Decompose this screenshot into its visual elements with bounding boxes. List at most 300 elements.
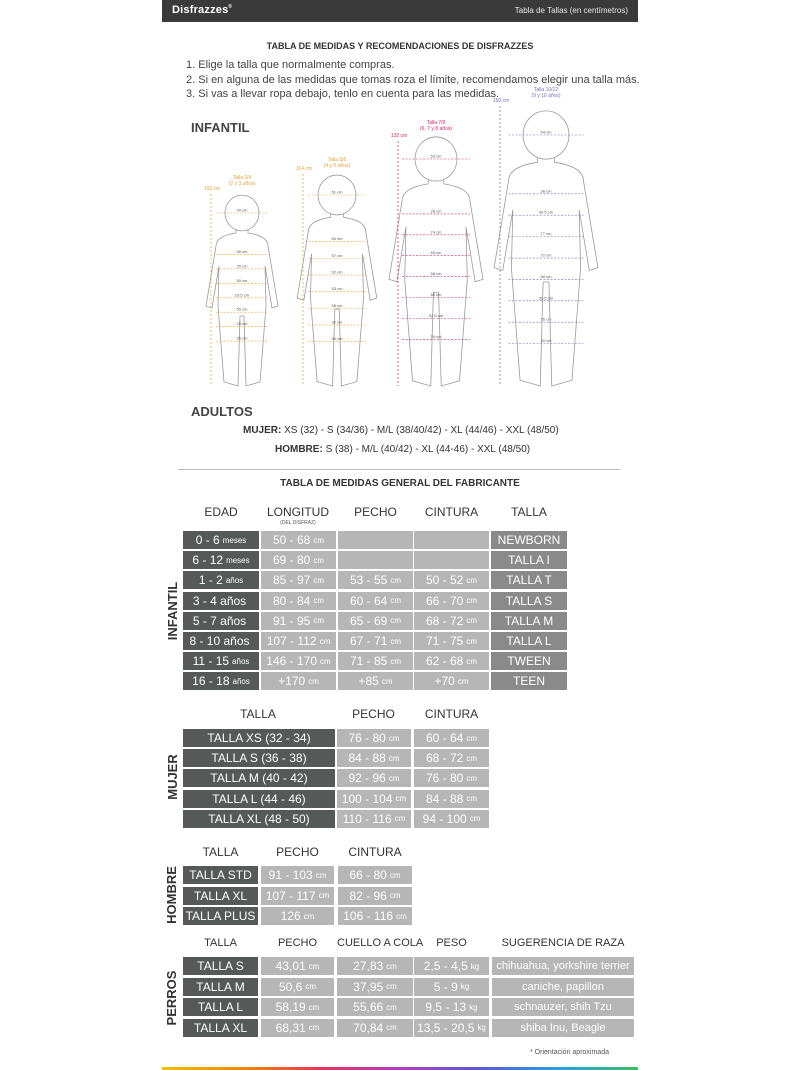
infantil-cell-longitud-value: 85 - 97 xyxy=(272,573,311,588)
perros-cell-peso-value: 2,5 - 4,5 xyxy=(423,959,468,973)
infantil-cell-longitud-value: 80 - 84 xyxy=(272,593,311,608)
hombre-cell-cintura xyxy=(338,907,412,925)
perros-cell-raza xyxy=(492,957,634,975)
infantil-cell-cintura xyxy=(414,632,489,650)
perros-cell-peso xyxy=(414,1019,489,1037)
perros-cell-peso-unit: kg xyxy=(477,1023,486,1032)
child-figure xyxy=(297,174,377,386)
infantil-vertical-label: INFANTIL xyxy=(165,581,180,641)
infantil-cell-longitud xyxy=(261,652,336,670)
perros-cell-raza-value: shiba Inu, Beagle xyxy=(520,1021,606,1034)
figure-talla: Talla 2/4 xyxy=(232,175,252,181)
perros-cell-pecho-value: 50,6 xyxy=(278,979,303,994)
infantil-cell-edad-unit: años xyxy=(232,656,250,666)
perros-cell-pecho xyxy=(261,998,334,1016)
perros-cell-talla-value: TALLA M xyxy=(196,979,245,994)
perros-cell-raza xyxy=(492,1019,634,1037)
infantil-cell-pecho-unit: cm xyxy=(390,575,402,585)
hombre-cell-talla-value: TALLA STD xyxy=(189,868,252,882)
infantil-cell-talla xyxy=(491,571,567,589)
perros-cell-talla-value: TALLA S xyxy=(197,959,244,973)
footnote: * Orientación aproximada xyxy=(530,1049,609,1056)
hombre-cell-pecho-value: 91 - 103 xyxy=(268,868,313,882)
infantil-cell-edad-unit: meses xyxy=(226,555,250,565)
perros-cell-peso xyxy=(414,978,489,996)
header-longitud-sub: (DEL DISFRAZ) xyxy=(280,520,316,526)
hombre-header-pecho: PECHO xyxy=(276,845,319,859)
infantil-cell-edad-value: 8 - 10 años xyxy=(189,634,250,648)
perros-cell-pecho-unit: cm xyxy=(308,1002,320,1012)
perros-cell-cuello-value: 27,83 xyxy=(353,959,384,973)
hombre-cell-talla xyxy=(183,887,258,905)
hombre-cell-cintura-value: 82 - 96 xyxy=(349,888,387,903)
infantil-cell-edad xyxy=(183,652,259,670)
perros-vertical-label: PERROS xyxy=(164,970,179,1026)
infantil-cell-edad-value: 6 - 12 xyxy=(192,553,224,568)
mujer-cell-talla-value: TALLA XS (32 - 34) xyxy=(207,731,311,745)
infantil-cell-edad xyxy=(183,612,259,630)
hombre-cell-pecho xyxy=(261,887,334,905)
perros-cell-raza xyxy=(492,978,634,996)
perros-cell-raza-value: chihuahua, yorkshire terrier xyxy=(496,960,630,972)
infantil-cell-longitud-unit: cm xyxy=(313,596,325,606)
measure-label: 77 cm xyxy=(540,231,552,237)
mujer-vertical-label: MUJER xyxy=(165,754,180,800)
infantil-cell-pecho-unit: cm xyxy=(390,596,402,606)
hombre-cell-pecho-value: 107 - 117 xyxy=(265,888,316,903)
infantil-cell-cintura xyxy=(414,672,489,690)
infantil-cell-longitud-value: 50 - 68 xyxy=(272,533,311,547)
infantil-cell-longitud-unit: cm xyxy=(313,555,325,565)
infantil-cell-talla xyxy=(491,531,567,549)
measure-label: 30 cm xyxy=(540,338,552,344)
infantil-cell-pecho-value: +85 xyxy=(358,674,379,689)
hombre-cell-talla-value: TALLA PLUS xyxy=(185,909,256,923)
infantil-cell-longitud-value: 146 - 170 xyxy=(266,654,318,669)
infantil-cell-cintura-unit: cm xyxy=(466,616,478,626)
infantil-cell-cintura-value: 68 - 72 xyxy=(425,613,464,628)
mujer-cell-pecho-unit: cm xyxy=(388,773,400,783)
figure-height: 114 cm xyxy=(295,166,313,172)
mujer-cell-cintura-value: 76 - 80 xyxy=(425,771,464,786)
hombre-cell-cintura-unit: cm xyxy=(389,891,401,900)
perros-cell-raza-value: schnauzer, shih Tzu xyxy=(514,1001,612,1013)
perros-cell-cuello-unit: cm xyxy=(386,982,397,991)
infantil-cell-longitud-value: 107 - 112 xyxy=(266,634,317,648)
hombre-cell-talla-value: TALLA XL xyxy=(193,888,248,903)
mujer-cell-pecho-value: 92 - 96 xyxy=(348,771,386,786)
infantil-cell-pecho-value: 60 - 64 xyxy=(349,593,388,608)
figure-edad: (6, 7 y 8 años) xyxy=(420,126,452,132)
infantil-cell-edad xyxy=(183,672,259,690)
perros-cell-cuello-value: 55,66 xyxy=(353,1000,384,1014)
figure-size-title xyxy=(217,175,267,187)
mujer-cell-cintura xyxy=(414,790,489,808)
general-table-title: TABLA DE MEDIDAS GENERAL DEL FABRICANTE xyxy=(280,478,520,489)
measure-label: 49 cm xyxy=(236,207,248,213)
perros-cell-pecho-value: 68,31 xyxy=(275,1020,306,1035)
page-title: TABLA DE MEDIDAS Y RECOMENDACIONES DE DISFRAZZES xyxy=(266,41,534,51)
perros-cell-cuello-value: 37,95 xyxy=(353,979,384,994)
perros-cell-cuello-unit: cm xyxy=(386,1002,397,1012)
infantil-cell-pecho-unit: cm xyxy=(390,656,402,666)
infantil-cell-talla xyxy=(491,652,567,670)
mujer-cell-cintura xyxy=(414,810,489,828)
infantil-cell-cintura xyxy=(414,571,489,589)
infantil-cell-longitud-unit: cm xyxy=(313,535,325,545)
infantil-cell-talla xyxy=(491,551,567,569)
hombre-cell-pecho-unit: cm xyxy=(315,870,327,880)
hombre-header-cintura: CINTURA xyxy=(348,845,402,859)
measure-label: 30.5 cm xyxy=(538,209,554,215)
infantil-cell-cintura-unit: cm xyxy=(466,596,478,606)
figure-edad: (4 y 5 años) xyxy=(323,163,351,169)
mujer-cell-cintura-value: 60 - 64 xyxy=(425,731,464,745)
mujer-cell-pecho-unit: cm xyxy=(388,753,400,763)
hombre-cell-pecho-value: 126 xyxy=(280,909,301,923)
infantil-cell-edad-value: 3 - 4 años xyxy=(192,593,247,608)
infantil-cell-pecho-unit: cm xyxy=(381,676,393,686)
measure-label: 34.5 cm xyxy=(428,312,444,318)
header-pecho: PECHO xyxy=(354,505,397,519)
infantil-cell-longitud xyxy=(261,632,336,650)
instruction-1: 1. Elige la talla que normalmente compras. xyxy=(186,59,395,71)
hombre-cell-cintura xyxy=(338,887,412,905)
infantil-cell-longitud xyxy=(261,551,336,569)
mujer-cell-pecho-value: 76 - 80 xyxy=(348,731,386,745)
perros-header-cuello: CUELLO A COLA xyxy=(337,937,424,949)
perros-cell-peso xyxy=(414,957,489,975)
figure-talla: Talla 7/9 xyxy=(426,120,446,126)
measure-label: 51 cm xyxy=(331,189,343,195)
infantil-cell-edad xyxy=(183,592,259,610)
mujer-cell-talla-value: TALLA S (36 - 38) xyxy=(211,751,307,766)
infantil-cell-cintura-value: 62 - 68 xyxy=(425,654,464,669)
infantil-cell-longitud xyxy=(261,592,336,610)
infantil-cell-edad-unit: años xyxy=(232,676,250,686)
perros-cell-peso-value: 13,5 - 20,5 xyxy=(417,1020,475,1035)
adultos-label: ADULTOS xyxy=(191,404,253,419)
measure-label: 30 cm xyxy=(331,336,343,342)
infantil-cell-talla xyxy=(491,632,567,650)
perros-cell-raza-value: caniche, papillon xyxy=(522,980,604,993)
figure-size-title xyxy=(312,157,362,169)
infantil-cell-longitud xyxy=(261,571,336,589)
perros-cell-talla xyxy=(183,998,258,1016)
figure-height: 102 cm xyxy=(203,186,221,192)
measure-label: 53 cm xyxy=(430,153,442,159)
infantil-cell-pecho xyxy=(338,652,413,670)
infantil-cell-edad xyxy=(183,632,259,650)
hombre-cell-cintura-value: 66 - 80 xyxy=(349,868,387,882)
measure-label: 26 cm xyxy=(236,335,248,341)
infantil-cell-talla-value: NEWBORN xyxy=(497,533,561,547)
mujer-cell-cintura xyxy=(414,729,489,747)
instruction-3: 3. Si vas a llevar ropa debajo, tenlo en cuenta para las medidas. xyxy=(186,88,500,100)
infantil-cell-edad-value: 0 - 6 xyxy=(195,533,220,547)
hombre-cell-cintura-unit: cm xyxy=(389,870,401,880)
hombre-cell-cintura-value: 106 - 116 xyxy=(343,909,394,923)
measure-label: 29 cm xyxy=(236,263,248,269)
infantil-cell-edad-unit: años xyxy=(225,575,244,585)
measure-label: 58 cm xyxy=(430,271,442,277)
mujer-cell-pecho-unit: cm xyxy=(395,794,407,804)
perros-cell-pecho-unit: cm xyxy=(308,961,320,971)
mujer-header-talla: TALLA xyxy=(240,707,276,721)
mujer-header-pecho: PECHO xyxy=(352,707,395,721)
infantil-cell-talla-value: TALLA S xyxy=(505,593,553,608)
hombre-sizes-row xyxy=(275,444,530,455)
infantil-cell-pecho-unit: cm xyxy=(390,636,402,646)
mujer-cell-pecho-value: 110 - 116 xyxy=(342,811,392,826)
infantil-cell-cintura xyxy=(414,612,489,630)
child-figure xyxy=(206,194,278,386)
perros-cell-pecho xyxy=(261,978,334,996)
measure-label: 55 cm xyxy=(236,248,248,254)
infantil-cell-cintura-value: 71 - 75 xyxy=(425,634,464,648)
header-talla: TALLA xyxy=(511,505,547,519)
measure-label: 58 cm xyxy=(331,302,343,308)
perros-cell-cuello-unit: cm xyxy=(386,1023,397,1032)
perros-header-peso: PESO xyxy=(436,937,467,949)
instruction-2: 2. Si en alguna de las medidas que tomas roza el límite, recomendamos elegir una talla más. xyxy=(186,73,640,86)
mujer-cell-pecho-unit: cm xyxy=(394,814,406,824)
infantil-cell-edad-value: 16 - 18 xyxy=(192,674,230,689)
hombre-cell-talla xyxy=(183,907,258,925)
perros-cell-peso-unit: kg xyxy=(470,961,480,971)
top-note: Tabla de Tallas (en centímetros) xyxy=(514,6,628,15)
perros-cell-pecho-value: 58,19 xyxy=(275,1000,306,1014)
measure-label: 60 cm xyxy=(331,236,343,242)
mujer-cell-cintura-value: 68 - 72 xyxy=(425,751,464,766)
mujer-cell-pecho xyxy=(337,790,411,808)
mujer-cell-talla xyxy=(183,810,335,828)
infantil-cell-pecho xyxy=(338,551,413,569)
measure-label: 68 cm xyxy=(540,273,552,279)
measure-label: 50 cm xyxy=(236,277,248,283)
mujer-cell-pecho xyxy=(337,769,411,787)
perros-header-talla: TALLA xyxy=(204,937,237,949)
mujer-cell-cintura xyxy=(414,749,489,767)
infantil-cell-longitud-unit: cm xyxy=(319,636,331,646)
perros-cell-talla xyxy=(183,978,258,996)
figure-size-title xyxy=(521,87,571,99)
infantil-cell-edad-unit: meses xyxy=(222,535,247,545)
figure-talla: Talla 5/6 xyxy=(327,157,347,163)
mujer-cell-cintura-unit: cm xyxy=(466,733,478,743)
child-figure xyxy=(389,137,483,386)
infantil-cell-pecho xyxy=(338,592,413,610)
figure-edad: (9 y 10 años) xyxy=(531,93,561,99)
measure-label: 28 cm xyxy=(430,208,442,214)
perros-cell-pecho-unit: cm xyxy=(305,982,317,991)
perros-cell-cuello-value: 70,84 xyxy=(353,1020,384,1035)
infantil-cell-pecho xyxy=(338,672,413,690)
child-figures-svg xyxy=(0,0,800,400)
mujer-cell-talla xyxy=(183,790,335,808)
infantil-cell-cintura xyxy=(414,551,489,569)
infantil-cell-edad-value: 11 - 15 xyxy=(192,654,230,669)
infantil-cell-edad-value: 1 - 2 xyxy=(198,573,223,588)
perros-cell-peso-value: 9,5 - 13 xyxy=(425,1000,467,1014)
figure-height: 150 cm xyxy=(492,98,510,104)
hombre-sizes: S (38) - M/L (40/42) - XL (44-46) - XXL (48/50) xyxy=(325,444,531,455)
perros-cell-cuello xyxy=(337,978,413,996)
hombre-vertical-label: HOMBRE xyxy=(164,866,179,924)
figure-size-title xyxy=(411,120,461,132)
measure-label: 53 cm xyxy=(331,286,343,292)
hombre-cell-cintura xyxy=(338,866,412,884)
infantil-cell-edad xyxy=(183,551,259,569)
figure-edad: (2 y 3 años) xyxy=(228,181,256,187)
hombre-cell-talla xyxy=(183,866,258,884)
mujer-cell-talla xyxy=(183,729,335,747)
infantil-cell-pecho-value: 67 - 71 xyxy=(349,634,388,648)
infantil-cell-longitud xyxy=(261,531,336,549)
perros-cell-pecho xyxy=(261,957,334,975)
perros-cell-peso-value: 5 - 9 xyxy=(433,979,458,994)
perros-cell-cuello xyxy=(337,998,413,1016)
perros-cell-cuello xyxy=(337,957,413,975)
infantil-cell-talla-value: TALLA T xyxy=(506,573,552,588)
perros-cell-talla xyxy=(183,1019,258,1037)
infantil-cell-pecho xyxy=(338,612,413,630)
infantil-cell-longitud xyxy=(261,672,336,690)
mujer-cell-pecho xyxy=(337,810,411,828)
infantil-cell-pecho-value: 53 - 55 xyxy=(349,573,388,588)
perros-cell-talla xyxy=(183,957,258,975)
measure-label: 76 cm xyxy=(540,316,552,322)
mujer-cell-cintura-value: 94 - 100 xyxy=(422,811,467,826)
mujer-cell-cintura-unit: cm xyxy=(469,814,481,824)
mujer-sizes-row xyxy=(243,425,559,436)
hombre-header-talla: TALLA xyxy=(202,845,239,859)
mujer-cell-cintura-unit: cm xyxy=(466,773,478,783)
hombre-cell-cintura-unit: cm xyxy=(396,911,407,921)
measure-label: 74 cm xyxy=(430,229,442,235)
measure-label: 28 cm xyxy=(236,321,248,327)
infantil-cell-pecho-value: 71 - 85 xyxy=(349,654,388,669)
perros-cell-pecho xyxy=(261,1019,334,1037)
mujer-cell-pecho xyxy=(337,749,411,767)
infantil-cell-edad xyxy=(183,571,259,589)
measure-label: 54 cm xyxy=(540,129,552,135)
perros-cell-talla-value: TALLA XL xyxy=(193,1020,248,1035)
measure-label: 62 cm xyxy=(331,269,343,275)
hombre-cell-pecho-unit: cm xyxy=(318,891,330,900)
mujer-cell-pecho-value: 84 - 88 xyxy=(348,751,386,766)
mujer-cell-cintura xyxy=(414,769,489,787)
infantil-section-label: INFANTIL xyxy=(191,120,250,135)
perros-cell-peso-unit: kg xyxy=(460,982,470,991)
mujer-sizes: XS (32) - S (34/36) - M/L (38/40/42) - XL (44/46) - XXL (48/50) xyxy=(284,425,559,436)
hombre-cell-pecho xyxy=(261,907,334,925)
infantil-cell-talla-value: TALLA L xyxy=(506,634,552,648)
measure-label: 55 cm xyxy=(236,306,248,312)
infantil-cell-longitud-value: 69 - 80 xyxy=(272,553,311,568)
infantil-cell-talla-value: TALLA I xyxy=(508,553,550,568)
infantil-cell-longitud-unit: cm xyxy=(320,656,331,666)
header-cintura: CINTURA xyxy=(424,505,479,519)
mujer-cell-cintura-value: 84 - 88 xyxy=(425,791,464,806)
infantil-cell-longitud-value: +170 xyxy=(278,674,306,689)
infantil-cell-edad xyxy=(183,531,259,549)
infantil-cell-cintura-unit: cm xyxy=(466,636,478,646)
infantil-cell-pecho-unit: cm xyxy=(390,616,402,626)
mujer-cell-talla-value: TALLA L (44 - 46) xyxy=(212,791,306,806)
figure-height: 132 cm xyxy=(390,133,408,139)
mujer-cell-pecho-value: 100 - 104 xyxy=(341,791,393,806)
infantil-cell-talla-value: TEEN xyxy=(512,674,545,689)
infantil-cell-cintura-unit: cm xyxy=(466,575,478,585)
mujer-cell-talla-value: TALLA XL (48 - 50) xyxy=(208,811,310,826)
divider xyxy=(178,469,620,470)
perros-cell-talla-value: TALLA L xyxy=(197,1000,244,1014)
perros-cell-cuello-unit: cm xyxy=(386,961,397,971)
infantil-cell-cintura-unit: cm xyxy=(466,656,478,666)
mujer-cell-pecho-unit: cm xyxy=(388,733,400,743)
infantil-cell-talla xyxy=(491,592,567,610)
infantil-cell-pecho xyxy=(338,531,413,549)
infantil-cell-edad-value: 5 - 7 años xyxy=(192,613,247,628)
perros-cell-cuello xyxy=(337,1019,413,1037)
hombre-cell-pecho xyxy=(261,866,334,884)
infantil-cell-cintura-value: 50 - 52 xyxy=(425,573,464,588)
infantil-cell-talla xyxy=(491,672,567,690)
infantil-cell-cintura-unit: cm xyxy=(457,676,469,686)
measure-label: 72 cm xyxy=(540,252,552,258)
infantil-cell-longitud-unit: cm xyxy=(313,616,325,626)
header-edad: EDAD xyxy=(204,505,238,519)
measure-label: 39 cm xyxy=(430,333,442,339)
perros-cell-pecho-value: 43,01 xyxy=(275,959,306,973)
perros-cell-peso-unit: kg xyxy=(469,1002,478,1012)
infantil-cell-pecho xyxy=(338,632,413,650)
infantil-cell-talla-value: TWEEN xyxy=(507,654,551,669)
perros-cell-raza xyxy=(492,998,634,1016)
perros-cell-peso xyxy=(414,998,489,1016)
infantil-cell-longitud-unit: cm xyxy=(308,676,319,686)
infantil-cell-talla-value: TALLA M xyxy=(504,613,554,628)
header-longitud: LONGITUD xyxy=(266,505,329,519)
measure-label: 68 cm xyxy=(430,291,442,297)
measure-label: 35.5 cm xyxy=(538,295,554,301)
hombre-cell-pecho-unit: cm xyxy=(303,911,315,921)
infantil-cell-longitud-unit: cm xyxy=(313,575,325,585)
infantil-cell-cintura xyxy=(414,592,489,610)
mujer-cell-cintura-unit: cm xyxy=(466,794,478,804)
perros-cell-pecho-unit: cm xyxy=(308,1023,320,1032)
measure-label: 38 cm xyxy=(540,188,552,194)
infantil-cell-longitud-value: 91 - 95 xyxy=(272,613,311,628)
measure-label: 32 cm xyxy=(331,319,343,325)
perros-header-raza: SUGERENCIA DE RAZA xyxy=(501,937,625,949)
infantil-cell-pecho xyxy=(338,571,413,589)
infantil-cell-pecho-value: 65 - 69 xyxy=(349,613,388,628)
child-figure xyxy=(494,106,598,386)
mujer-cell-talla-value: TALLA M (40 - 42) xyxy=(210,771,308,786)
infantil-cell-cintura xyxy=(414,652,489,670)
mujer-cell-pecho xyxy=(337,729,411,747)
infantil-cell-longitud xyxy=(261,612,336,630)
infantil-cell-cintura xyxy=(414,531,489,549)
measure-label: 29.5 cm xyxy=(234,292,250,298)
mujer-header-cintura: CINTURA xyxy=(424,707,479,721)
infantil-cell-cintura-value: 66 - 70 xyxy=(425,593,464,608)
measure-label: 63 cm xyxy=(430,250,442,256)
mujer-cell-talla xyxy=(183,769,335,787)
infantil-cell-talla xyxy=(491,612,567,630)
